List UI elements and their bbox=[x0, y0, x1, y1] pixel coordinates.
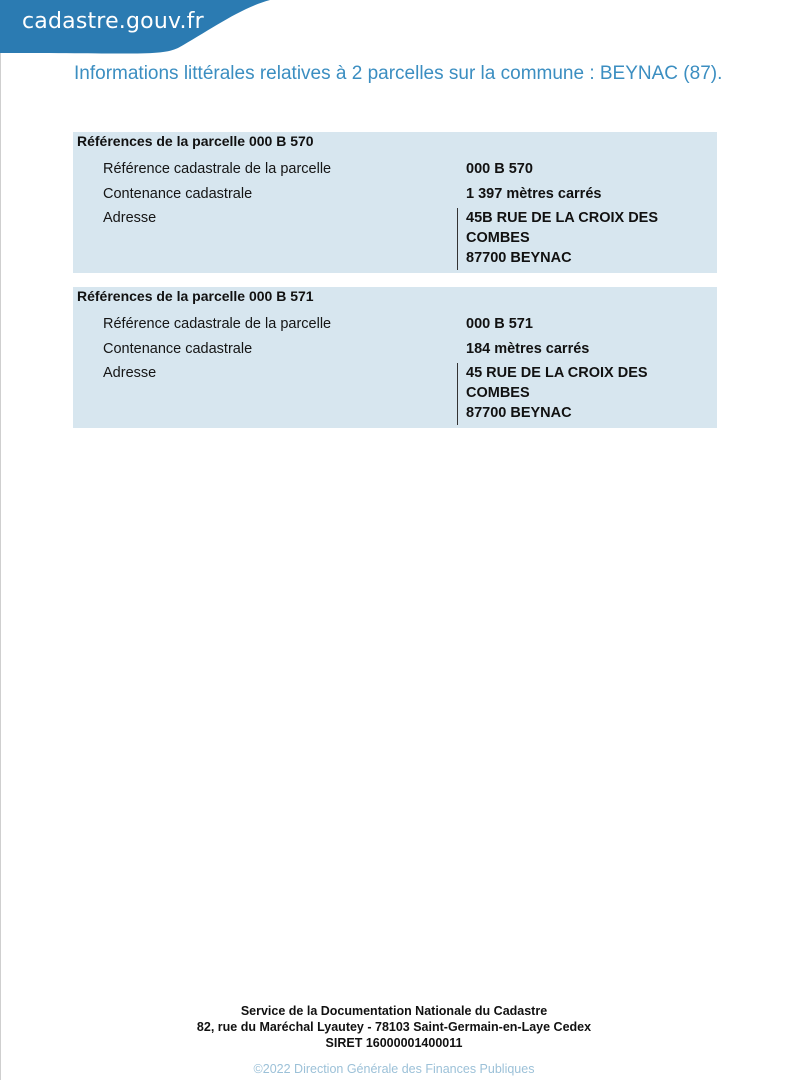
footer bbox=[0, 1003, 788, 1051]
page-left-edge bbox=[0, 0, 1, 1080]
parcel-panel-2 bbox=[73, 287, 717, 428]
page-title: Informations littérales relatives à 2 parcelles sur la commune : BEYNAC (87). bbox=[74, 63, 723, 84]
footer-service-name: Service de la Documentation Nationale du Cadastre bbox=[240, 1004, 548, 1018]
address-block bbox=[457, 208, 658, 270]
cadastre-logo[interactable] bbox=[0, 0, 300, 58]
adresse-label: Adresse bbox=[103, 210, 157, 226]
address-block bbox=[457, 363, 648, 425]
parcel-header: Références de la parcelle 000 B 570 bbox=[77, 133, 314, 149]
address-line-2: COMBES bbox=[466, 230, 530, 246]
reference-value: 000 B 570 bbox=[466, 161, 533, 177]
parcel-panel-1 bbox=[73, 132, 717, 273]
address-line-3: 87700 BEYNAC bbox=[466, 250, 572, 266]
address-line-1: 45B RUE DE LA CROIX DES bbox=[466, 210, 659, 226]
adresse-label: Adresse bbox=[103, 365, 157, 381]
address-line-3: 87700 BEYNAC bbox=[466, 405, 572, 421]
footer-siret: SIRET 16000001400011 bbox=[325, 1036, 463, 1050]
contenance-value: 184 mètres carrés bbox=[466, 341, 590, 357]
contenance-label: Contenance cadastrale bbox=[103, 341, 253, 357]
logo-text: cadastre.gouv.fr bbox=[22, 9, 204, 34]
reference-value: 000 B 571 bbox=[466, 316, 533, 332]
parcel-header: Références de la parcelle 000 B 571 bbox=[77, 288, 314, 304]
contenance-value: 1 397 mètres carrés bbox=[466, 186, 602, 202]
address-line-2: COMBES bbox=[466, 385, 530, 401]
footer-address: 82, rue du Maréchal Lyautey - 78103 Saint-Germain-en-Laye Cedex bbox=[196, 1020, 592, 1034]
reference-label: Référence cadastrale de la parcelle bbox=[103, 161, 332, 177]
contenance-label: Contenance cadastrale bbox=[103, 186, 253, 202]
reference-label: Référence cadastrale de la parcelle bbox=[103, 316, 332, 332]
address-line-1: 45 RUE DE LA CROIX DES bbox=[466, 365, 648, 381]
copyright-notice: ©2022 Direction Générale des Finances Publiques bbox=[253, 1062, 535, 1076]
